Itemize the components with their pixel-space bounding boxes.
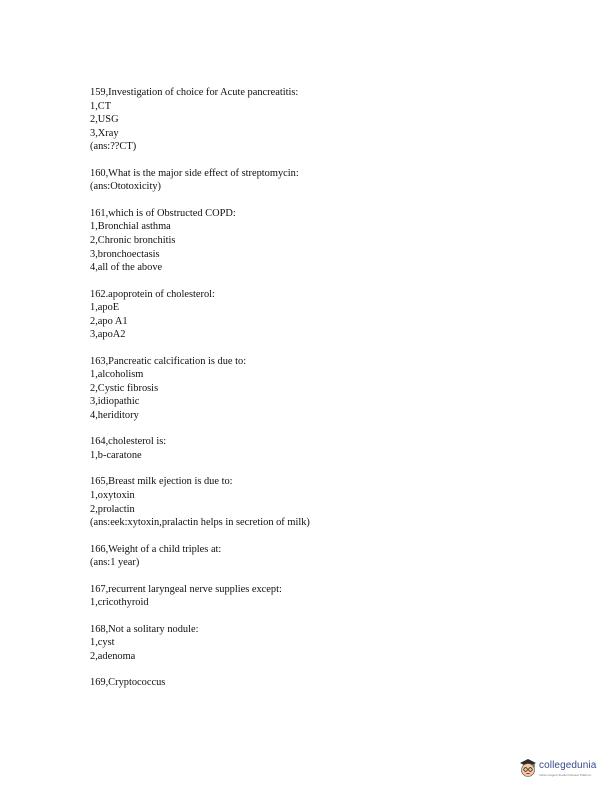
option-line: 1,oxytoxin	[90, 490, 135, 502]
option-line: 4,all of the above	[90, 262, 163, 274]
question-block	[90, 355, 560, 423]
question-block	[90, 676, 560, 690]
answer-line: (ans:1 year)	[90, 557, 140, 569]
option-line: 1,alcoholism	[90, 369, 144, 381]
question-block	[90, 435, 560, 462]
question-line: 159,Investigation of choice for Acute pancreatitis:	[90, 87, 299, 98]
student-mascot-icon	[519, 758, 537, 780]
option-line: 2,Cystic fibrosis	[90, 382, 159, 394]
brand-name: collegedunia	[539, 760, 597, 771]
question-block	[90, 543, 560, 570]
answer-line: (ans:eek:xytoxin,pralactin helps in secretion of milk)	[90, 517, 310, 529]
option-line: 3,bronchoectasis	[90, 248, 160, 260]
question-line: 162.apoprotein of cholesterol:	[90, 288, 215, 300]
option-line: 1,Bronchial asthma	[90, 221, 171, 233]
question-line: 163,Pancreatic calcification is due to:	[90, 355, 247, 367]
option-line: 4,heriditory	[90, 410, 139, 422]
question-block	[90, 207, 560, 275]
option-line: 3,Xray	[90, 127, 119, 139]
question-block	[90, 288, 560, 342]
option-line: 1,CT	[90, 100, 112, 112]
question-line: 160,What is the major side effect of streptomycin:	[90, 167, 299, 179]
question-line: 165,Breast milk ejection is due to:	[90, 476, 233, 488]
question-block	[90, 583, 560, 610]
question-line: 168,Not a solitary nodule:	[90, 623, 199, 635]
option-line: 2,USG	[90, 114, 119, 126]
option-line: 2,Chronic bronchitis	[90, 234, 176, 246]
answer-line: (ans:??CT)	[90, 141, 137, 153]
question-line: 164,cholesterol is:	[90, 436, 167, 448]
question-block	[90, 623, 560, 664]
option-line: 2,prolactin	[90, 503, 135, 515]
answer-line: (ans:Ototoxicity)	[90, 181, 161, 193]
question-line: 166,Weight of a child triples at:	[90, 543, 222, 555]
question-line: 161,which is of Obstructed COPD:	[90, 207, 236, 219]
option-line: 3,idiopathic	[90, 396, 140, 408]
question-block	[90, 475, 560, 529]
option-line: 3,apoA2	[90, 329, 126, 341]
brand-tagline: India's largest Student Review Platform	[539, 773, 592, 777]
option-line: 2,apo A1	[90, 315, 128, 327]
question-block	[90, 167, 560, 194]
option-line: 1,b-caratone	[90, 450, 142, 462]
collegedunia-logo	[519, 757, 599, 785]
option-line: 1,apoE	[90, 302, 120, 314]
question-line: 169,Cryptococcus	[90, 677, 166, 689]
question-line: 167,recurrent laryngeal nerve supplies except:	[90, 583, 282, 595]
question-list	[90, 86, 560, 703]
option-line: 2,adenoma	[90, 650, 136, 662]
option-line: 1,cyst	[90, 637, 115, 649]
option-line: 1,cricothyroid	[90, 597, 149, 609]
question-block	[90, 86, 560, 154]
